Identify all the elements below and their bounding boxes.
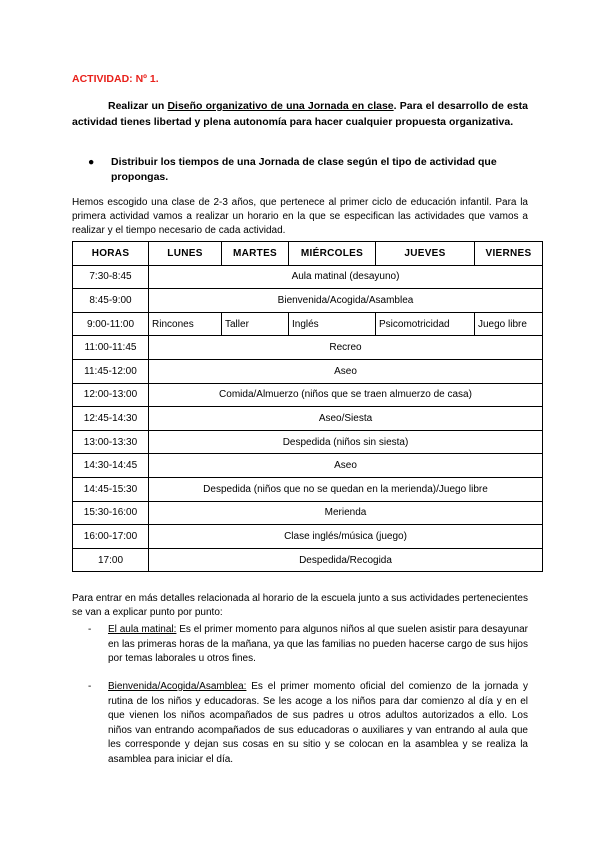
list-item-label: Bienvenida/Acogida/Asamblea: <box>108 681 247 692</box>
activity-cell: Despedida (niños que no se quedan en la merienda)/Juego libre <box>149 477 543 501</box>
list-item-body <box>108 623 528 667</box>
activity-cell: Aseo <box>149 454 543 478</box>
activity-cell: Despedida (niños sin siesta) <box>149 430 543 454</box>
table-header-row <box>73 242 543 266</box>
paragraph-1: Hemos escogido una clase de 2-3 años, que pertenece al primer ciclo de educación infantil. Para la primera actividad vamos a realizar un horario en la que se especifican las actividades que vamos a realizar y el tiempo necesario de cada actividad. <box>72 197 528 236</box>
intro-text-2: . Para el desarrollo de esta actividad tienes libertad y plena autonomía para hacer cualquier propuesta organizativa. <box>72 100 528 128</box>
activity-cell: Comida/Almuerzo (niños que se traen almuerzo de casa) <box>149 383 543 407</box>
list-item-text: Es el primer momento oficial del comienzo de la jornada y rutina de los niños y educadoras. Se les acoge a los niños para dar comienzo al día y en el que vienen los niños acompañados de sus padres u otros adultos autorizados a ello. Los niños van entrando acompañados de sus educadoras o auxiliares y van entrando al aula que les corresponde y dejan sus cosas en su sitio y se colocan en la asamblea y se realiza la asamblea para iniciar el día. <box>108 681 528 765</box>
time-cell: 13:00-13:30 <box>73 430 149 454</box>
activity-cell: Aula matinal (desayuno) <box>149 265 543 289</box>
paragraph-2: Para entrar en más detalles relacionada al horario de la escuela junto a sus actividades pertenecientes se van a explicar punto por punto: <box>72 593 528 618</box>
list-item <box>88 623 528 667</box>
list-item <box>88 680 528 767</box>
list-item-label: El aula matinal: <box>108 624 177 635</box>
time-cell: 12:45-14:30 <box>73 407 149 431</box>
time-cell: 14:45-15:30 <box>73 477 149 501</box>
time-cell: 11:00-11:45 <box>73 336 149 360</box>
table-row <box>73 265 543 289</box>
table-row <box>73 359 543 383</box>
table-row <box>73 548 543 572</box>
dash-icon: - <box>88 681 92 692</box>
activity-heading: ACTIVIDAD: Nº 1. <box>72 73 159 85</box>
header-horas: HORAS <box>73 242 149 266</box>
activity-cell: Recreo <box>149 336 543 360</box>
header-viernes: VIERNES <box>475 242 543 266</box>
table-row <box>73 501 543 525</box>
time-cell: 7:30-8:45 <box>73 265 149 289</box>
header-miercoles: MIÉRCOLES <box>289 242 376 266</box>
thursday-cell: Psicomotricidad <box>376 312 475 336</box>
time-cell: 9:00-11:00 <box>73 312 149 336</box>
activity-cell: Clase inglés/música (juego) <box>149 525 543 549</box>
table-row <box>73 289 543 313</box>
activity-cell: Bienvenida/Acogida/Asamblea <box>149 289 543 313</box>
bullet-text: Distribuir los tiempos de una Jornada de clase según el tipo de actividad que propongas. <box>111 156 497 183</box>
table-row <box>73 454 543 478</box>
header-lunes: LUNES <box>149 242 222 266</box>
time-cell: 8:45-9:00 <box>73 289 149 313</box>
bullet-icon: ● <box>88 156 95 168</box>
time-cell: 16:00-17:00 <box>73 525 149 549</box>
intro-underlined: Diseño organizativo de una Jornada en clase <box>167 100 394 112</box>
table-row <box>73 383 543 407</box>
activity-cell: Aseo/Siesta <box>149 407 543 431</box>
table-row <box>73 525 543 549</box>
intro-paragraph <box>72 98 528 130</box>
activity-cell: Merienda <box>149 501 543 525</box>
table-row <box>73 430 543 454</box>
list-item-body <box>108 680 528 767</box>
monday-cell: Rincones <box>149 312 222 336</box>
dash-icon: - <box>88 624 92 635</box>
table-row <box>73 407 543 431</box>
wednesday-cell: Inglés <box>289 312 376 336</box>
header-jueves: JUEVES <box>376 242 475 266</box>
list-item-text: Es el primer momento para algunos niños al que suelen asistir para desayunar en las primeras horas de la mañana, ya que las familias no pueden hacerse cargo de sus hijos por temas laborales u otros fines. <box>108 624 528 664</box>
header-martes: MARTES <box>222 242 289 266</box>
time-cell: 12:00-13:00 <box>73 383 149 407</box>
table-row <box>73 312 543 336</box>
friday-cell: Juego libre <box>475 312 543 336</box>
tuesday-cell: Taller <box>222 312 289 336</box>
time-cell: 17:00 <box>73 548 149 572</box>
bullet-item <box>88 155 528 185</box>
table-row <box>73 477 543 501</box>
time-cell: 11:45-12:00 <box>73 359 149 383</box>
time-cell: 15:30-16:00 <box>73 501 149 525</box>
activity-cell: Aseo <box>149 359 543 383</box>
schedule-table <box>72 241 543 572</box>
activity-cell: Despedida/Recogida <box>149 548 543 572</box>
intro-text-1: Realizar un <box>108 100 168 112</box>
time-cell: 14:30-14:45 <box>73 454 149 478</box>
table-row <box>73 336 543 360</box>
